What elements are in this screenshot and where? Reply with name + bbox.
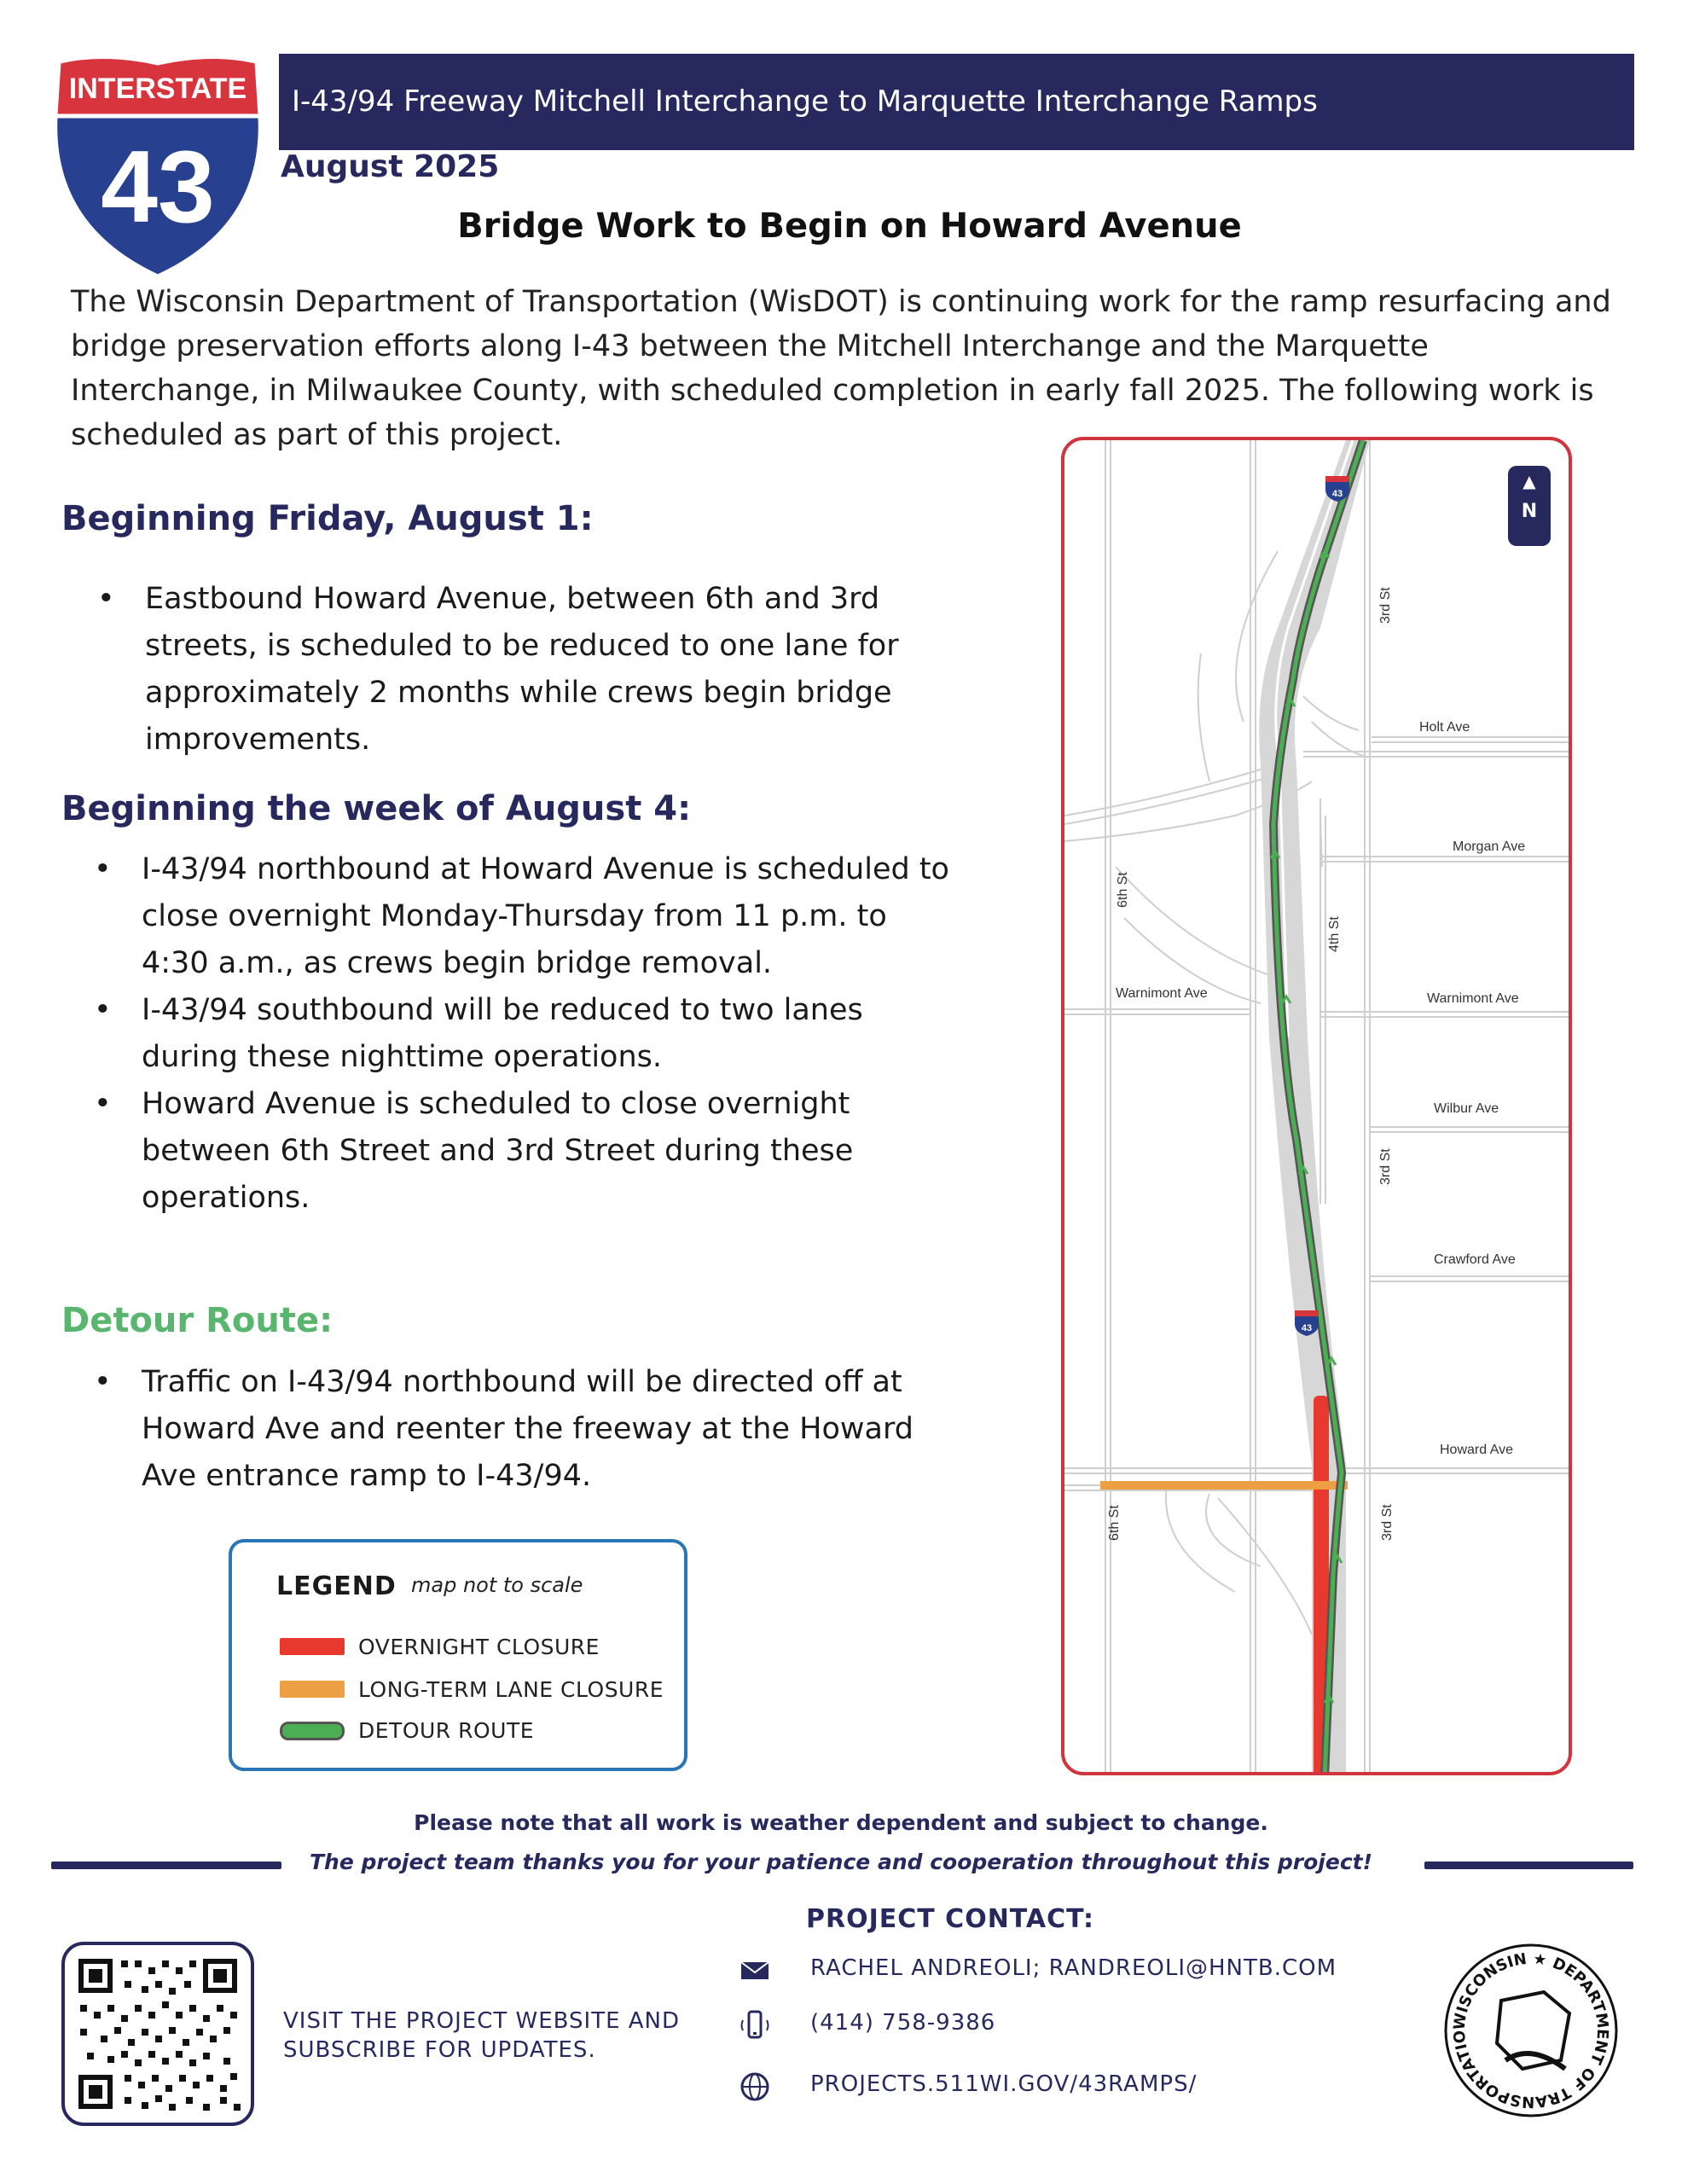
arrow-up-icon: ▲ [1522, 471, 1536, 491]
section-heading-aug4: Beginning the week of August 4: [61, 789, 692, 828]
street-label-6th-st: 6th St [1116, 872, 1130, 908]
bullet-text: Eastbound Howard Avenue, between 6th and 3rd streets, is scheduled to be reduced to one lane for approximately 2 months while crews begin bridge improvements. [145, 582, 899, 757]
bullet-dot: • [94, 1087, 112, 1121]
bullet-text: I-43/94 northbound at Howard Avenue is scheduled to close overnight Monday-Thursday from 11 p.m. to 4:30 a.m., as crews begin bridge removal. [142, 852, 949, 980]
bullet-dot: • [94, 1365, 112, 1399]
shield-number: 43 [101, 130, 215, 244]
legend-label: OVERNIGHT CLOSURE [358, 1635, 600, 1659]
project-contact-title: PROJECT CONTACT: [806, 1904, 1094, 1934]
legend-note: map not to scale [411, 1573, 583, 1597]
visit-website-text: VISIT THE PROJECT WEBSITE AND SUBSCRIBE FOR UPDATES. [283, 2008, 681, 2063]
street-label-6th-st-bottom: 6th St [1107, 1505, 1122, 1541]
contact-name-email[interactable]: RACHEL ANDREOLI; RANDREOLI@HNTB.COM [810, 1955, 1337, 1981]
bullet-item [67, 576, 954, 764]
bullet-list-aug1 [67, 576, 954, 764]
project-title-bar: I-43/94 Freeway Mitchell Interchange to Marquette Interchange Ramps [279, 54, 1634, 150]
legend-title: LEGEND [276, 1571, 397, 1601]
north-arrow-icon [1508, 466, 1551, 546]
bullet-item [63, 987, 950, 1081]
street-label-morgan-ave: Morgan Ave [1453, 839, 1526, 854]
bullet-item [63, 1359, 950, 1500]
bullet-list-aug4 [63, 846, 950, 1222]
phone-icon [738, 2008, 772, 2042]
legend-label: DETOUR ROUTE [358, 1718, 535, 1743]
detour-map [1061, 437, 1572, 1775]
overnight-closure-swatch [280, 1638, 345, 1655]
street-label-howard-ave: Howard Ave [1440, 1443, 1513, 1457]
bullet-text: Traffic on I-43/94 northbound will be directed off at Howard Ave and reenter the freeway at the Howard Ave entrance ramp to I-43/94. [142, 1365, 914, 1493]
shield-top-text: INTERSTATE [68, 73, 247, 105]
map-shield-top-number: 43 [1331, 489, 1343, 499]
street-label-crawford-ave: Crawford Ave [1434, 1252, 1516, 1267]
contact-phone[interactable]: (414) 758-9386 [810, 2010, 996, 2036]
intro-paragraph: The Wisconsin Department of Transportation (WisDOT) is continuing work for the ramp resurfacing and bridge preservation efforts along I-43 between the Mitchell Interchange and the Marquette Interchange, in Milwaukee County, with scheduled completion in early fall 2025. The following work is scheduled as part of this project. [71, 285, 1611, 452]
bullet-text: Howard Avenue is scheduled to close overnight between 6th Street and 3rd Street during these operations. [142, 1087, 854, 1215]
weather-note: Please note that all work is weather dependent and subject to change. [414, 1810, 1268, 1835]
bullet-list-detour [63, 1359, 950, 1500]
section-heading-aug1: Beginning Friday, August 1: [61, 499, 594, 538]
street-label-wilbur-ave: Wilbur Ave [1434, 1101, 1499, 1116]
bullet-dot: • [97, 582, 115, 616]
thank-you-note: The project team thanks you for your patience and cooperation throughout this project! [310, 1850, 1372, 1874]
section-heading-detour: Detour Route: [61, 1301, 334, 1340]
bullet-dot: • [94, 852, 112, 886]
wisdot-logo [1441, 1941, 1621, 2120]
street-label-warnimont-ave-east: Warnimont Ave [1427, 991, 1519, 1006]
bullet-item [63, 846, 950, 987]
street-label-holt-ave: Holt Ave [1419, 720, 1470, 735]
map-legend [229, 1539, 687, 1771]
street-label-3rd-st-bottom: 3rd St [1380, 1504, 1395, 1541]
issue-date: August 2025 [281, 149, 500, 184]
email-icon [738, 1954, 772, 1988]
street-label-3rd-st-mid: 3rd St [1378, 1148, 1393, 1185]
map-shield-mid-number: 43 [1301, 1323, 1313, 1333]
street-label-warnimont-ave-west: Warnimont Ave [1116, 986, 1208, 1001]
street-label-3rd-st-top: 3rd St [1378, 587, 1393, 624]
bullet-item [63, 1081, 950, 1222]
headline: Bridge Work to Begin on Howard Avenue [457, 206, 1242, 246]
bullet-text: I-43/94 southbound will be reduced to two lanes during these nighttime operations. [142, 993, 863, 1074]
legend-label: LONG-TERM LANE CLOSURE [358, 1677, 664, 1702]
qr-pattern-icon [65, 1945, 251, 2123]
project-website-link[interactable]: PROJECTS.511WI.GOV/43RAMPS/ [810, 2071, 1198, 2097]
bullet-dot: • [94, 993, 112, 1027]
wisdot-logo-text: WISCONSIN ★ DEPARTMENT OF TRANSPORTATIO [1450, 1949, 1612, 2111]
street-label-4th-st: 4th St [1327, 916, 1342, 952]
long-term-closure-swatch [280, 1681, 345, 1698]
globe-icon [738, 2070, 772, 2104]
detour-route-swatch [280, 1722, 345, 1740]
north-label: N [1521, 501, 1538, 522]
qr-code[interactable] [61, 1942, 254, 2126]
